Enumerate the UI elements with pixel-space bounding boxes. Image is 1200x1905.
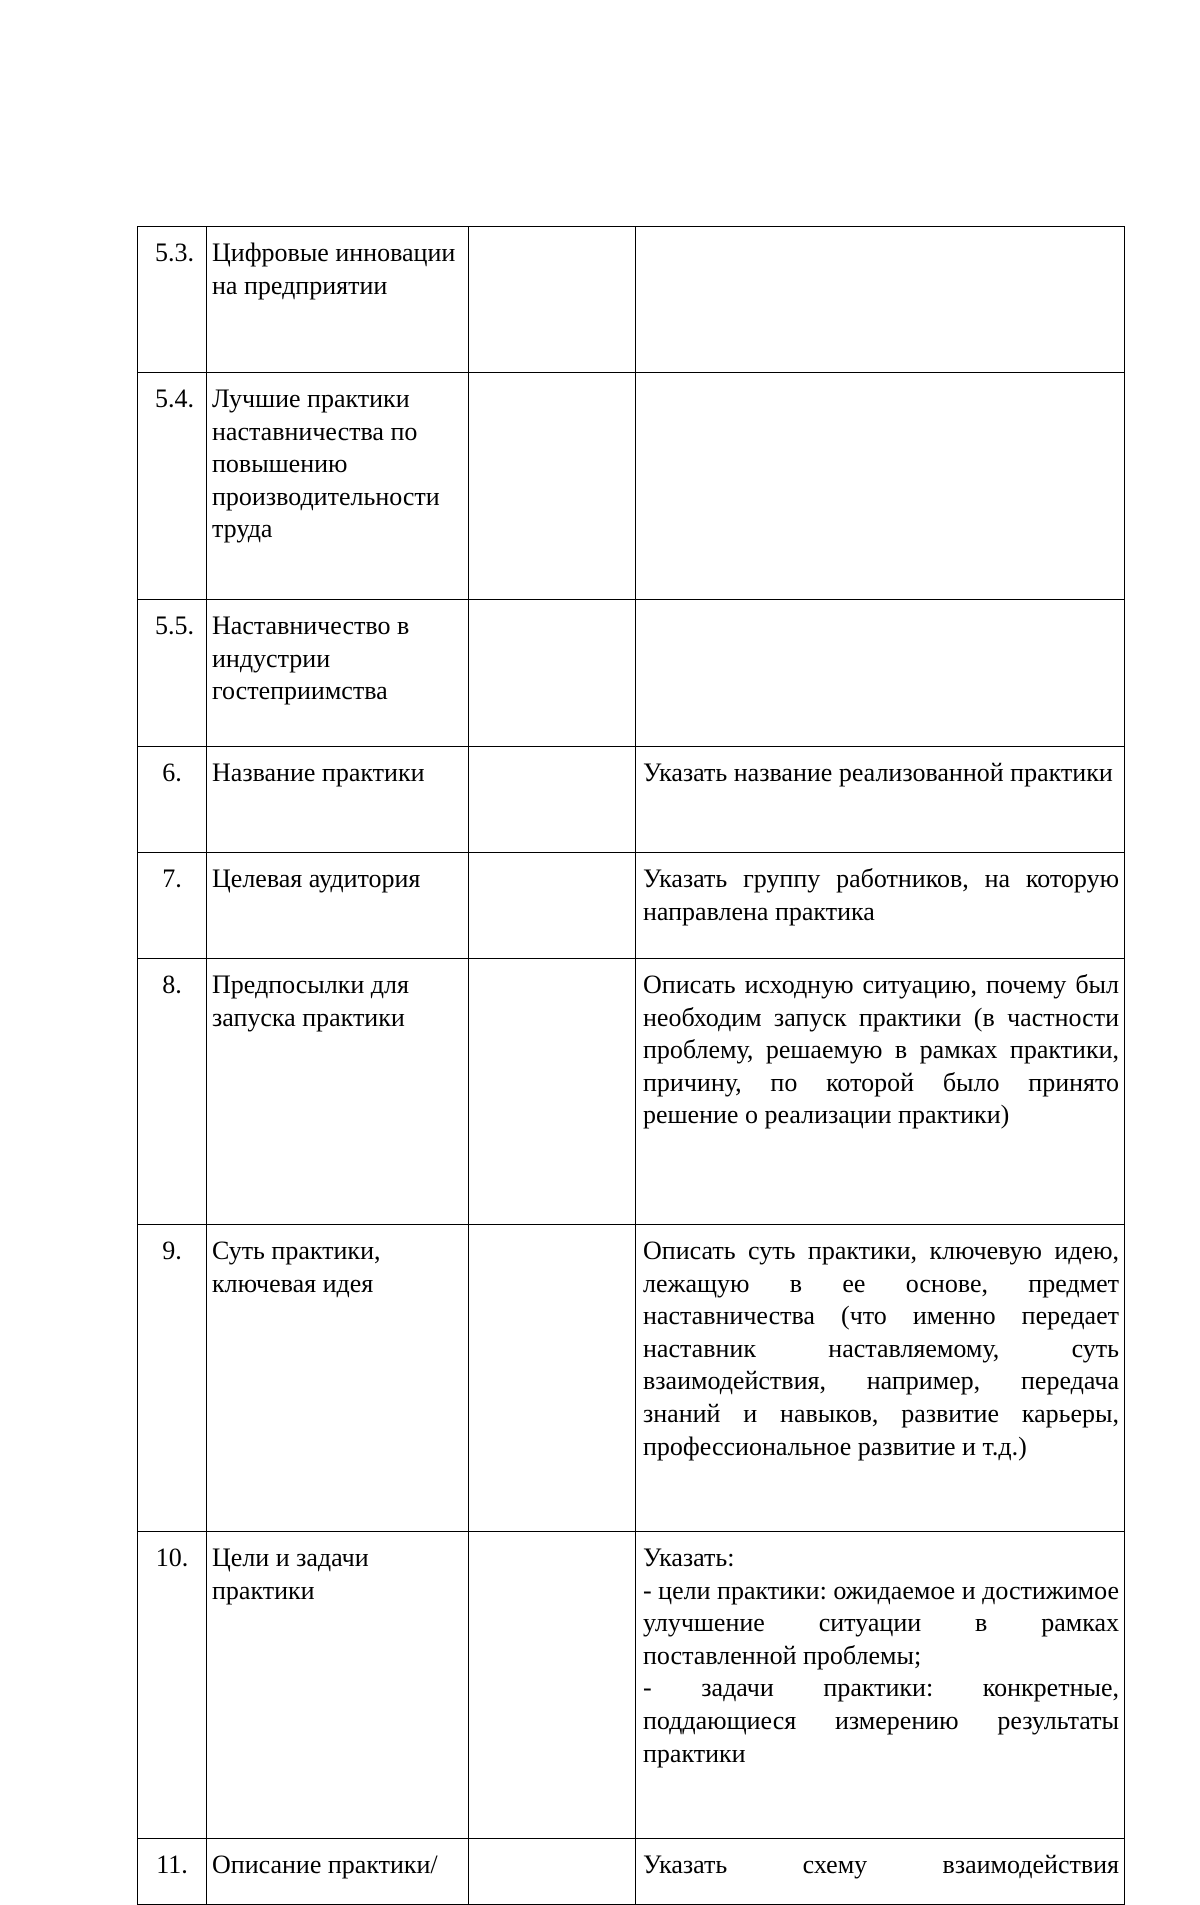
table-row [138, 853, 1125, 959]
row-value-cell[interactable] [469, 600, 636, 747]
row-description [636, 1839, 1125, 1905]
row-value-cell[interactable] [469, 1225, 636, 1532]
row-value-cell[interactable] [469, 1532, 636, 1839]
row-value-cell[interactable] [469, 373, 636, 600]
row-description [636, 1532, 1125, 1839]
row-value-cell[interactable] [469, 959, 636, 1225]
row-name: Описание практики/ [207, 1839, 469, 1905]
row-name: Цифровые инновации на предприятии [207, 227, 469, 373]
row-number: 8. [138, 959, 207, 1225]
row-number: 9. [138, 1225, 207, 1532]
row-name: Предпосылки для запуска практики [207, 959, 469, 1225]
row-description [636, 373, 1125, 600]
row-value-cell[interactable] [469, 853, 636, 959]
row-description: Указать название реализованной практики [636, 747, 1125, 853]
row-number: 11. [138, 1839, 207, 1905]
row-number: 5.5. [138, 600, 207, 747]
description-list-item: - цели практики: ожидаемое и достижимое улучшение ситуации в рамках поставленной проблемы; [643, 1575, 1119, 1670]
row-description-text: Указать схему взаимодействия [643, 1850, 1119, 1879]
row-description: Указать группу работников, на которую направлена практика [636, 853, 1125, 959]
table-row [138, 1839, 1125, 1905]
description-intro: Указать: [643, 1543, 735, 1572]
row-number: 6. [138, 747, 207, 853]
row-description: Описать суть практики, ключевую идею, лежащую в ее основе, предмет наставничества (что именно передает наставник наставляемому, суть взаимодействия, например, передача знаний и навыков, развитие карьеры, профессиональное развитие и т.д.) [636, 1225, 1125, 1532]
row-value-cell[interactable] [469, 227, 636, 373]
row-name: Целевая аудитория [207, 853, 469, 959]
row-name: Наставничество в индустрии гостеприимства [207, 600, 469, 747]
row-description [636, 600, 1125, 747]
row-name: Лучшие практики наставничества по повышению производительности труда [207, 373, 469, 600]
row-name: Название практики [207, 747, 469, 853]
description-list-item: - задачи практики: конкретные, поддающиеся измерению результаты практики [643, 1673, 1119, 1768]
row-value-cell[interactable] [469, 747, 636, 853]
row-number: 5.4. [138, 373, 207, 600]
row-value-cell[interactable] [469, 1839, 636, 1905]
table-row [138, 959, 1125, 1225]
row-description: Описать исходную ситуацию, почему был необходим запуск практики (в частности проблему, решаемую в рамках практики, причину, по которой было принято решение о реализации практики) [636, 959, 1125, 1225]
row-name: Цели и задачи практики [207, 1532, 469, 1839]
table-row [138, 1532, 1125, 1839]
table-row [138, 747, 1125, 853]
row-number: 7. [138, 853, 207, 959]
table-row [138, 600, 1125, 747]
table-row [138, 373, 1125, 600]
row-description [636, 227, 1125, 373]
row-name: Суть практики, ключевая идея [207, 1225, 469, 1532]
practice-form-table [137, 226, 1125, 1905]
table-row [138, 227, 1125, 373]
row-number: 10. [138, 1532, 207, 1839]
table-row [138, 1225, 1125, 1532]
row-number: 5.3. [138, 227, 207, 373]
